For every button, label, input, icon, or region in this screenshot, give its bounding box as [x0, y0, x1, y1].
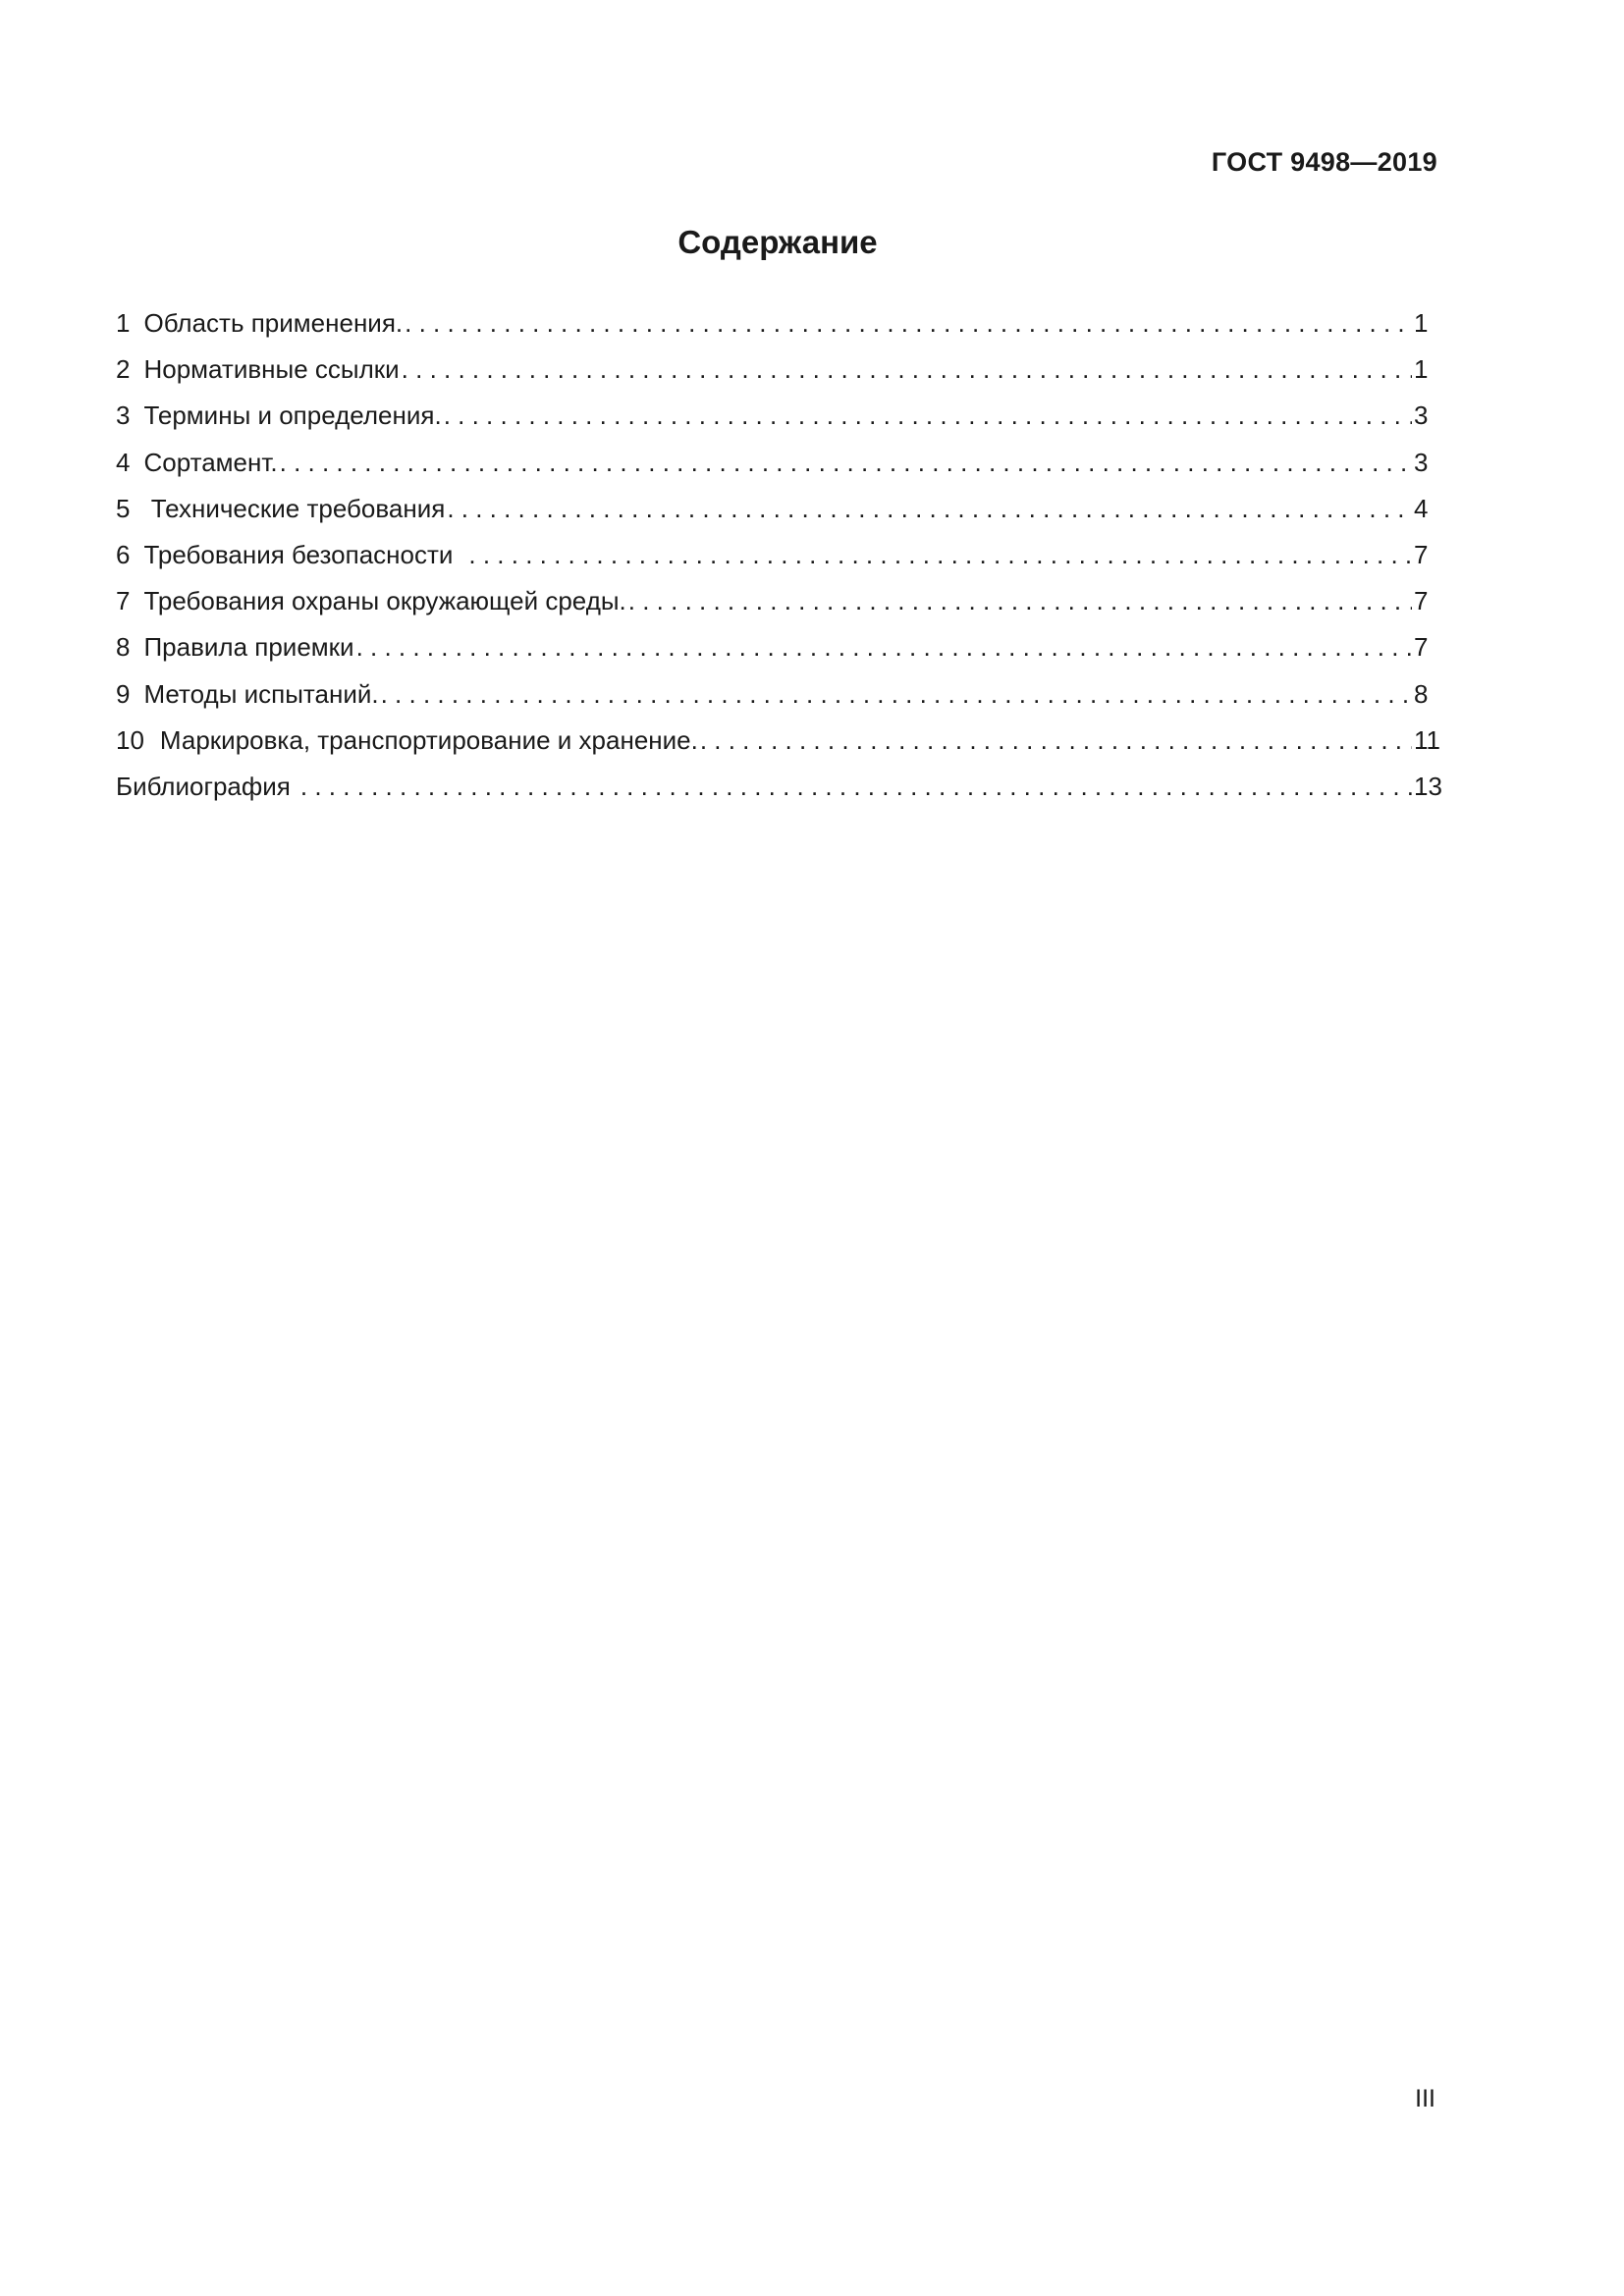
toc-item-label: Требования безопасности [143, 539, 454, 569]
toc-item[interactable] [116, 718, 1441, 764]
dot-leader [356, 624, 1412, 670]
toc-item[interactable] [116, 578, 1441, 624]
toc-item[interactable] [116, 624, 1441, 670]
toc-item-page: 11 [1414, 724, 1440, 755]
toc-item-page: 13 [1414, 771, 1442, 801]
toc-item-page: 3 [1414, 447, 1429, 477]
dot-leader [280, 440, 1412, 486]
toc-item-number: 7 [116, 586, 131, 616]
dot-leader [300, 764, 1412, 810]
dot-leader [381, 671, 1412, 718]
toc-item-page: 7 [1414, 539, 1429, 569]
dot-leader [628, 578, 1412, 624]
toc-item-label: Нормативные ссылки [143, 354, 400, 385]
toc-item-label: Термины и определения. [143, 400, 442, 431]
toc-item-number: 9 [116, 678, 131, 709]
toc-item-number: 4 [116, 447, 131, 477]
toc-item[interactable] [116, 347, 1441, 393]
toc-item[interactable] [116, 532, 1441, 578]
toc-item-label: Технические требования [143, 493, 446, 523]
toc-item-page: 1 [1414, 354, 1429, 385]
document-code: ГОСТ 9498—2019 [1211, 147, 1437, 177]
toc-item-number: 1 [116, 308, 131, 338]
toc-item-number: 2 [116, 354, 131, 385]
toc-item-label: Маркировка, транспортирование и хранение. [159, 724, 698, 755]
table-of-contents [116, 300, 1441, 810]
toc-item-page: 3 [1414, 400, 1429, 431]
toc-item-page: 7 [1414, 632, 1429, 663]
dot-leader [405, 300, 1412, 347]
toc-item-label: Методы испытаний. [143, 678, 379, 709]
dot-leader [468, 532, 1412, 578]
toc-item-page: 1 [1414, 308, 1429, 338]
dot-leader [447, 486, 1412, 532]
toc-item-number: 8 [116, 632, 131, 663]
dot-leader [402, 347, 1412, 393]
toc-item-number: 5 [116, 493, 131, 523]
toc-item[interactable] [116, 486, 1441, 532]
toc-item[interactable] [116, 393, 1441, 439]
toc-item-page: 7 [1414, 586, 1429, 616]
page-title: Содержание [677, 224, 878, 260]
page-number: III [1415, 2085, 1435, 2112]
toc-item-label: Область применения. [143, 308, 404, 338]
toc-item-number: 3 [116, 400, 131, 431]
toc-item[interactable] [116, 440, 1441, 486]
dot-leader [700, 718, 1412, 764]
toc-item-page: 8 [1414, 678, 1429, 709]
toc-item-number: 10 [116, 724, 144, 755]
toc-item-label: Правила приемки [143, 632, 354, 663]
toc-item-number: 6 [116, 539, 131, 569]
toc-item-page: 4 [1414, 493, 1429, 523]
toc-item-label: Требования охраны окружающей среды. [143, 586, 626, 616]
toc-item-label: Сортамент. [143, 447, 278, 477]
toc-item[interactable] [116, 764, 1441, 810]
toc-item[interactable] [116, 671, 1441, 718]
dot-leader [444, 393, 1412, 439]
toc-item[interactable] [116, 300, 1441, 347]
toc-item-label: Библиография [116, 771, 291, 801]
